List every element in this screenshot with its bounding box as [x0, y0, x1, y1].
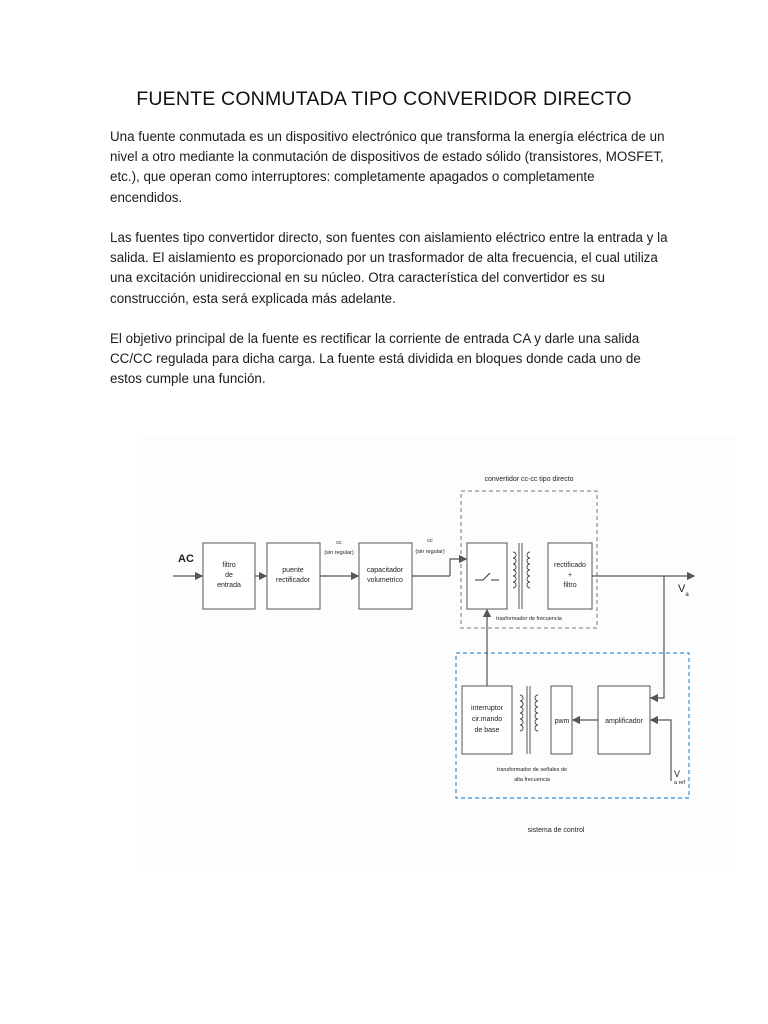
filter-line-3: entrada	[217, 582, 241, 589]
filter-line-1: filtro	[222, 562, 236, 569]
capacitor-line-2: volumetrico	[367, 577, 403, 584]
transformer-label: trasformador de frecuencia	[496, 616, 562, 622]
ac-label: AC	[178, 553, 194, 565]
reference-voltage-label: V a ref	[674, 769, 686, 786]
power-transformer	[513, 543, 530, 609]
cc-label-2: cc	[427, 538, 433, 544]
capacitor-line-1: capacitador	[366, 567, 404, 574]
paragraph-objective: El objetivo principal de la fuente es rectificar la corriente de entrada CA y darle una salida CC/CC regulada para dicha carga. La fuente está dividida en bloques donde cada uno de estos cumple una función.	[110, 331, 641, 387]
rectifier-line-1: rectificado	[554, 562, 586, 569]
pwm-label: pwm	[554, 718, 570, 725]
page-title: FUENTE CONMUTADA TIPO CONVERIDOR DIRECTO	[136, 88, 632, 110]
bridge-rectifier-block	[267, 543, 320, 609]
signal-transformer-label-2: alta frecuencia	[514, 777, 550, 783]
signal-transformer-label-1: transformador de señales de	[496, 767, 568, 773]
cc-label-1: cc	[336, 540, 342, 546]
paragraph-intro: Una fuente conmutada es un dispositivo electrónico que transforma la energía eléctrica de un nivel a otro mediante la conmutación de dispositivos de estado sólido (transistores, MOSFET, etc.), que operan como interruptores: completamente apagados o completamente encendidos.	[110, 129, 665, 205]
rectifier-line-2: +	[567, 572, 573, 579]
capacitor-block	[359, 543, 412, 609]
switch-drive-line-3: de base	[474, 727, 500, 734]
output-voltage-label: $V_a$	[678, 583, 689, 598]
switch-drive-line-2: cir.mando	[471, 716, 503, 723]
rectifier-line-3: filtro	[563, 582, 577, 589]
paragraph-converter: Las fuentes tipo convertidor directo, son fuentes con aislamiento eléctrico entre la entrada y la salida. El aislamiento es proporcionado por un trasformador de alta frecuencia, el cual utiliza una excitación unidireccional en su núcleo. Otra característica del convertidor es su construcción, esta será explicada más adelante.	[110, 230, 668, 306]
signal-transformer	[520, 686, 538, 754]
bridge-line-1: puente	[282, 567, 304, 574]
amplifier-label: amplificador	[605, 718, 643, 725]
cc-sub-label-2: (sin regular)	[415, 549, 445, 555]
control-group-label: sistema de control	[527, 827, 585, 834]
filter-line-2: de	[225, 572, 233, 579]
bridge-line-2: rectificador	[275, 577, 311, 584]
switch-drive-line-1: interruptor	[471, 705, 503, 712]
cc-sub-label-1: (sin regular)	[324, 550, 354, 556]
converter-group-label: convertidor cc-cc tipo directo	[484, 476, 574, 483]
block-diagram	[138, 436, 736, 870]
